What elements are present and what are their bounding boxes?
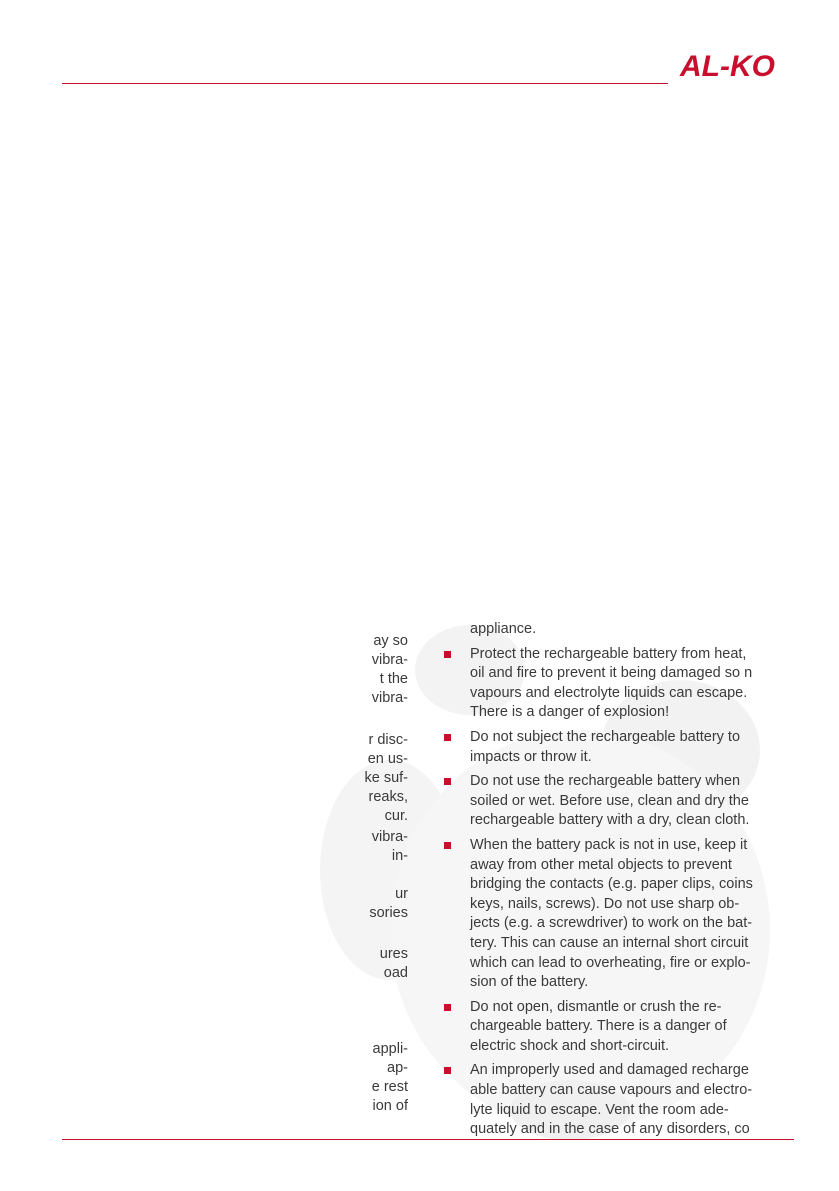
bullet-square-icon [444,651,451,658]
bullet-item [440,772,790,831]
left-fragment-line: ures [379,946,408,962]
left-fragment-line: ion of [372,1098,408,1114]
bullet-text-line: able battery can cause vapours and electro- [470,1082,753,1099]
svg-text:AL-KO: AL-KO [680,50,775,80]
left-fragment-line: ay so [373,633,408,649]
bullet-item [440,645,790,723]
bullet-text-line: rechargeable battery with a dry, clean cloth. [470,812,750,829]
left-fragment-line: oad [383,965,408,981]
bullet-item [440,836,790,993]
bullet-text-line: chargeable battery. There is a danger of [470,1018,727,1035]
bullet-square-icon [444,1004,451,1011]
continuation-text: appliance. [470,621,537,637]
bullet-item [440,1061,790,1139]
bullet-text-line: which can lead to overheating, fire or explo- [470,954,751,971]
bullet-text-line: When the battery pack is not in use, keep it [470,836,748,853]
bullet-text-line: impacts or throw it. [470,748,592,765]
bullet-text-line: An improperly used and damaged recharge [470,1062,749,1079]
bullet-square-icon [444,734,451,741]
bullet-text-line: Do not use the rechargeable battery when [470,773,741,790]
left-fragment-line: en us- [367,751,408,767]
bullet-text-line: There is a danger of explosion! [470,704,670,721]
header-rule [62,83,668,84]
bullet-item [440,998,790,1057]
left-fragment-line: vibra- [371,829,408,845]
bullet-text-line: quately and in the case of any disorders, co [470,1121,750,1138]
bullet-text-line: lyte liquid to escape. Vent the room ade- [470,1101,729,1118]
bullet-text-line: electric shock and short-circuit. [470,1037,670,1054]
left-fragment-line: ap- [387,1060,408,1076]
left-fragment-line: cur. [384,808,408,824]
left-fragment-line: reaks, [368,789,408,805]
bullet-text-line: bridging the contacts (e.g. paper clips, coins [470,876,753,893]
bullet-text-line: jects (e.g. a screwdriver) to work on the bat- [470,915,753,932]
left-fragment-line: ke suf- [364,770,408,786]
bullet-list [440,645,790,1140]
left-fragment-line: appli- [372,1041,408,1057]
left-fragment-line: in- [391,848,408,864]
bullet-text-line: Protect the rechargeable battery from heat, [470,645,747,662]
al-ko-logo [678,50,796,80]
left-fragment-line: r disc- [368,732,408,748]
footer-rule [62,1139,794,1140]
safety-instructions [440,620,790,1145]
bullet-square-icon [444,842,451,849]
left-fragment-line: e rest [371,1079,408,1095]
bullet-text-line: Do not open, dismantle or crush the re- [470,998,722,1015]
bullet-item [440,728,790,767]
bullet-text-line: keys, nails, screws). Do not use sharp ob- [470,895,740,912]
bullet-text-line: Do not subject the rechargeable battery to [470,728,741,745]
bullet-text-line: vapours and electrolyte liquids can escape. [470,684,748,701]
bullet-text-line: tery. This can cause an internal short circuit [470,934,749,951]
left-fragment-line: vibra- [371,690,408,706]
left-fragment-line: sories [369,905,408,921]
bullet-text-line: soiled or wet. Before use, clean and dry the [470,792,749,809]
bullet-text-line: oil and fire to prevent it being damaged so n [470,665,753,682]
left-fragment-line: vibra- [371,652,408,668]
left-fragment-line: t the [379,671,408,687]
bullet-square-icon [444,778,451,785]
bullet-square-icon [444,1067,451,1074]
bullet-text-line: away from other metal objects to prevent [470,856,732,873]
left-fragment-line: ur [395,886,408,902]
bullet-text-line: sion of the battery. [470,974,589,991]
